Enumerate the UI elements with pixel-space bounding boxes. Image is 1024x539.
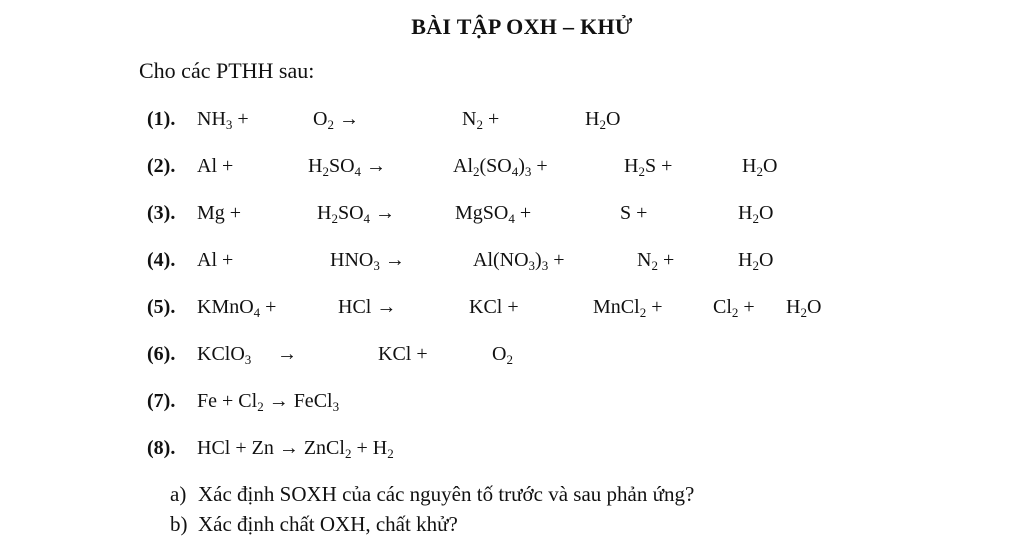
question-text: Xác định SOXH của các nguyên tố trước và sau phản ứng? [198, 482, 695, 506]
equation-term: $O_2$ → [313, 108, 359, 132]
equation-number: (4). [147, 249, 176, 271]
equation-number: (6). [147, 343, 176, 365]
equation-term: $HNO_3$ → [330, 249, 405, 273]
equation-term: $H_2O$ [738, 202, 774, 226]
equation-term: KCl + [378, 343, 428, 365]
equation-number: (2). [147, 155, 176, 177]
equation-term: $NH_3$ + [197, 108, 249, 132]
equation-term: KMnO$_4$ + [197, 296, 277, 320]
equation-number: (3). [147, 202, 176, 224]
equation-row [0, 249, 1024, 279]
equation-term: $Al_2(SO_4)_3$ + [453, 155, 548, 179]
equation-row [0, 108, 1024, 138]
equation-term: KCl + [469, 296, 519, 318]
equation-term: KClO$_3$ [197, 343, 252, 367]
equation-term: $N_2$ + [637, 249, 675, 273]
question-text: Xác định chất OXH, chất khử? [198, 512, 458, 536]
question-item [170, 512, 458, 537]
equation-term: HCl + Zn → ZnCl$_2$ + $H_2$ [197, 437, 394, 461]
equation-term: $Al(NO_3)_3$ + [473, 249, 565, 273]
equation-term: S + [620, 202, 648, 224]
equation-term: $O_2$ [492, 343, 513, 367]
equation-term: $H_2O$ [786, 296, 822, 320]
equation-row [0, 296, 1024, 326]
equation-row [0, 437, 1024, 467]
equation-term: MgSO$_4$ + [455, 202, 532, 226]
equation-term: $H_2O$ [742, 155, 778, 179]
equation-term: $Fe + Cl_2$ → FeCl$_3$ [197, 390, 340, 414]
equation-term: HCl → [338, 296, 397, 318]
equation-number: (5). [147, 296, 176, 318]
equation-term: $H_2SO_4$ → [317, 202, 396, 226]
equation-term: → [277, 343, 297, 365]
equation-term: MnCl$_2$ + [593, 296, 663, 320]
intro-text: Cho các PTHH sau: [139, 58, 315, 83]
page-title: BÀI TẬP OXH – KHỬ [411, 14, 633, 39]
equation-term: Al + [197, 155, 234, 177]
question-letter: a) [170, 482, 187, 506]
equation-row [0, 155, 1024, 185]
equation-term: $Cl_2$ + [713, 296, 755, 320]
equation-number: (1). [147, 108, 176, 130]
equation-term: Al + [197, 249, 234, 271]
equation-number: (8). [147, 437, 176, 459]
question-item [170, 482, 694, 507]
equation-term: $H_2S$ + [624, 155, 673, 179]
equation-term: $H_2O$ [738, 249, 774, 273]
equation-term: $N_2$ + [462, 108, 500, 132]
equation-row [0, 390, 1024, 420]
equation-term: Mg + [197, 202, 242, 224]
equation-row [0, 343, 1024, 373]
equation-term: $H_2SO_4$ → [308, 155, 387, 179]
equation-number: (7). [147, 390, 176, 412]
equation-term: $H_2O$ [585, 108, 621, 132]
question-letter: b) [170, 512, 188, 536]
equation-row [0, 202, 1024, 232]
